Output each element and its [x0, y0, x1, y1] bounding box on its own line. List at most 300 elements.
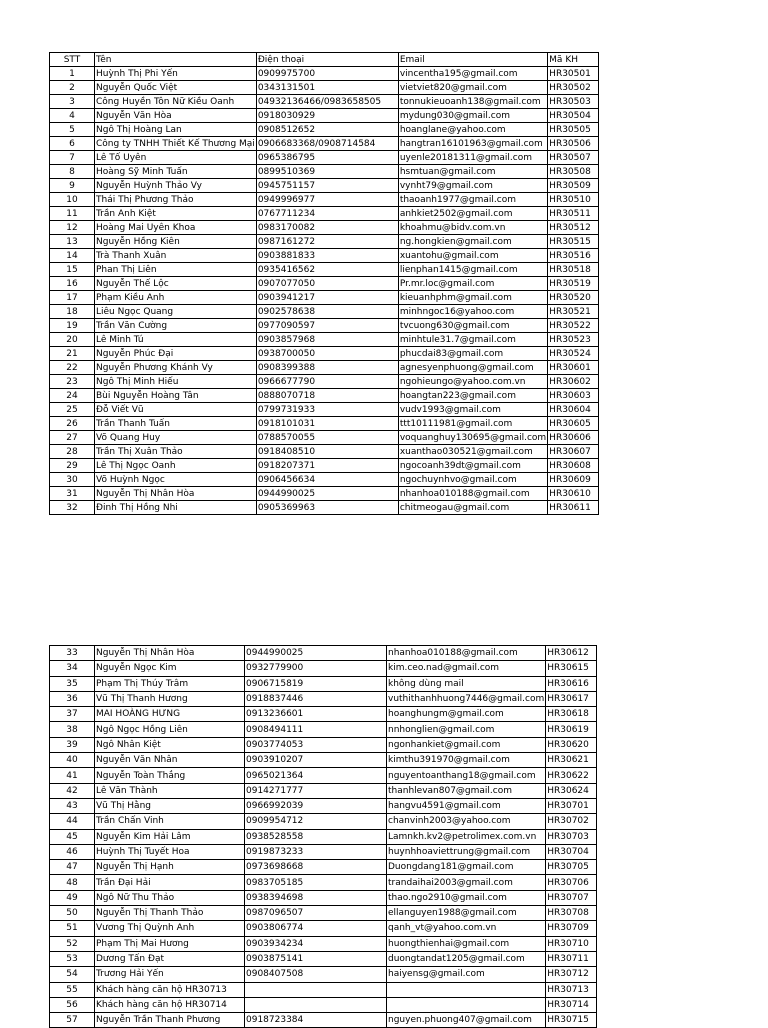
cell-stt: 48: [50, 875, 95, 890]
cell-email: minhngoc16@yahoo.com: [398, 305, 547, 319]
header-stt: STT: [50, 53, 95, 67]
cell-email: hsmtuan@gmail.com: [398, 165, 547, 179]
cell-name: Trần Văn Cường: [95, 319, 257, 333]
table-row: [50, 445, 599, 459]
cell-phone: 0987096507: [245, 906, 387, 921]
cell-name: Hoàng Sỹ Minh Tuấn: [95, 165, 257, 179]
cell-phone: 0918030929: [256, 109, 398, 123]
cell-code: HR30511: [548, 207, 599, 221]
cell-name: Huỳnh Thị Tuyết Hoa: [95, 844, 245, 859]
cell-phone: 0906456634: [256, 473, 398, 487]
cell-stt: 43: [50, 798, 95, 813]
cell-code: HR30604: [548, 403, 599, 417]
cell-email: hoangtan223@gmail.com: [398, 389, 547, 403]
cell-email: ngocoanh39dt@gmail.com: [398, 459, 547, 473]
cell-code: HR30504: [548, 109, 599, 123]
cell-email: hangtran16101963@gmail.com: [398, 137, 547, 151]
cell-code: HR30620: [546, 737, 597, 752]
cell-code: HR30616: [546, 676, 597, 691]
table-row: [50, 473, 599, 487]
cell-name: Ngô Thị Minh Hiếu: [95, 375, 257, 389]
table-row: [50, 1013, 597, 1028]
cell-stt: 22: [50, 361, 95, 375]
cell-code: HR30705: [546, 860, 597, 875]
table-row: [50, 95, 599, 109]
cell-name: Khách hàng căn hộ HR30713: [95, 982, 245, 997]
cell-email: qanh_vt@yahoo.com.vn: [387, 921, 546, 936]
cell-email: xuanthao030521@gmail.com: [398, 445, 547, 459]
cell-phone: 0914271777: [245, 783, 387, 798]
table-row: [50, 768, 597, 783]
cell-phone: 0938700050: [256, 347, 398, 361]
table-row: [50, 151, 599, 165]
cell-email: ellanguyen1988@gmail.com: [387, 906, 546, 921]
table-row: [50, 361, 599, 375]
cell-stt: 13: [50, 235, 95, 249]
cell-code: HR30509: [548, 179, 599, 193]
cell-email: tonnukieuoanh138@gmail.com: [398, 95, 547, 109]
cell-name: Nguyễn Toàn Thắng: [95, 768, 245, 783]
table-row: [50, 417, 599, 431]
cell-phone: 0908399388: [256, 361, 398, 375]
cell-phone: 0903910207: [245, 753, 387, 768]
cell-phone: 0938394698: [245, 890, 387, 905]
cell-email: trandaihai2003@gmail.com: [387, 875, 546, 890]
cell-name: Ngô Ngọc Hồng Liên: [95, 722, 245, 737]
cell-email: mydung030@gmail.com: [398, 109, 547, 123]
table-row: [50, 798, 597, 813]
cell-email: khoahmu@bidv.com.vn: [398, 221, 547, 235]
cell-email: chitmeogau@gmail.com: [398, 501, 547, 515]
table-row: [50, 291, 599, 305]
cell-code: HR30624: [546, 783, 597, 798]
cell-name: Ngô Nhân Kiệt: [95, 737, 245, 752]
cell-code: HR30608: [548, 459, 599, 473]
cell-stt: 47: [50, 860, 95, 875]
cell-phone: [245, 997, 387, 1012]
table-row: [50, 263, 599, 277]
table-row: [50, 403, 599, 417]
cell-stt: 53: [50, 951, 95, 966]
cell-email: huynhhoaviettrung@gmail.com: [387, 844, 546, 859]
cell-stt: 2: [50, 81, 95, 95]
cell-code: HR30610: [548, 487, 599, 501]
table-row: [50, 221, 599, 235]
cell-email: thanhlevan807@gmail.com: [387, 783, 546, 798]
cell-name: Thái Thị Phương Thảo: [95, 193, 257, 207]
cell-email: huongthienhai@gmail.com: [387, 936, 546, 951]
cell-phone: 0902578638: [256, 305, 398, 319]
cell-code: HR30523: [548, 333, 599, 347]
cell-code: HR30611: [548, 501, 599, 515]
table-row: [50, 179, 599, 193]
cell-stt: 11: [50, 207, 95, 221]
cell-code: HR30708: [546, 906, 597, 921]
cell-code: HR30607: [548, 445, 599, 459]
cell-email: vuthithanhhuong7446@gmail.com: [387, 691, 546, 706]
cell-stt: 12: [50, 221, 95, 235]
cell-email: ngochuynhvo@gmail.com: [398, 473, 547, 487]
cell-code: HR30516: [548, 249, 599, 263]
cell-email: kim.ceo.nad@gmail.com: [387, 661, 546, 676]
cell-email: ng.hongkien@gmail.com: [398, 235, 547, 249]
customer-table-2-body: [50, 646, 597, 1028]
cell-email: kimthu391970@gmail.com: [387, 753, 546, 768]
cell-stt: 9: [50, 179, 95, 193]
cell-phone: 0918723384: [245, 1013, 387, 1028]
table-row: [50, 375, 599, 389]
cell-name: Nguyễn Thị Thanh Thảo: [95, 906, 245, 921]
cell-email: vudv1993@gmail.com: [398, 403, 547, 417]
cell-name: Nguyễn Thị Nhân Hòa: [95, 646, 245, 661]
cell-name: Lê Tố Uyên: [95, 151, 257, 165]
cell-email: xuantohu@gmail.com: [398, 249, 547, 263]
cell-stt: 28: [50, 445, 95, 459]
cell-email: agnesyenphuong@gmail.com: [398, 361, 547, 375]
cell-email: nguyentoanthang18@gmail.com: [387, 768, 546, 783]
cell-code: HR30605: [548, 417, 599, 431]
cell-phone: 0919873233: [245, 844, 387, 859]
table-row: [50, 997, 597, 1012]
table-row: [50, 906, 597, 921]
table-row: [50, 235, 599, 249]
cell-email: kieuanhphm@gmail.com: [398, 291, 547, 305]
cell-name: Phạm Kiều Anh: [95, 291, 257, 305]
cell-name: Trần Thị Xuân Thảo: [95, 445, 257, 459]
cell-phone: 0767711234: [256, 207, 398, 221]
cell-code: HR30701: [546, 798, 597, 813]
cell-email: duongtandat1205@gmail.com: [387, 951, 546, 966]
cell-code: HR30619: [546, 722, 597, 737]
cell-email: Lamnkh.kv2@petrolimex.com.vn: [387, 829, 546, 844]
cell-name: Phan Thị Liên: [95, 263, 257, 277]
cell-phone: 0983705185: [245, 875, 387, 890]
cell-name: Hoàng Mai Uyên Khoa: [95, 221, 257, 235]
cell-phone: 0965386795: [256, 151, 398, 165]
cell-code: HR30601: [548, 361, 599, 375]
cell-stt: 29: [50, 459, 95, 473]
cell-name: Nguyễn Quốc Việt: [95, 81, 257, 95]
table-row: [50, 936, 597, 951]
cell-stt: 1: [50, 67, 95, 81]
cell-name: Bùi Nguyễn Hoàng Tân: [95, 389, 257, 403]
cell-email: hangvu4591@gmail.com: [387, 798, 546, 813]
table-row: [50, 249, 599, 263]
cell-code: HR30714: [546, 997, 597, 1012]
cell-name: Nguyễn Ngọc Kim: [95, 661, 245, 676]
cell-code: HR30712: [546, 967, 597, 982]
customer-table-1: [49, 52, 599, 515]
cell-stt: 57: [50, 1013, 95, 1028]
cell-name: Nguyễn Huỳnh Thảo Vy: [95, 179, 257, 193]
cell-email: hoanglane@yahoo.com: [398, 123, 547, 137]
cell-stt: 46: [50, 844, 95, 859]
cell-code: HR30711: [546, 951, 597, 966]
cell-name: Nguyễn Thị Nhân Hòa: [95, 487, 257, 501]
table-row: [50, 661, 597, 676]
cell-phone: 0965021364: [245, 768, 387, 783]
cell-stt: 35: [50, 676, 95, 691]
cell-stt: 14: [50, 249, 95, 263]
cell-code: HR30503: [548, 95, 599, 109]
cell-phone: 0903941217: [256, 291, 398, 305]
cell-phone: 0938528558: [245, 829, 387, 844]
cell-stt: 4: [50, 109, 95, 123]
cell-phone: 0888070718: [256, 389, 398, 403]
cell-name: Ngô Thị Hoàng Lan: [95, 123, 257, 137]
cell-email: hoanghungm@gmail.com: [387, 707, 546, 722]
cell-stt: 6: [50, 137, 95, 151]
table-row: [50, 431, 599, 445]
table-row: [50, 875, 597, 890]
cell-stt: 17: [50, 291, 95, 305]
cell-stt: 54: [50, 967, 95, 982]
cell-code: HR30502: [548, 81, 599, 95]
cell-phone: 0918408510: [256, 445, 398, 459]
table-row: [50, 860, 597, 875]
cell-phone: 0908494111: [245, 722, 387, 737]
cell-name: Nguyễn Phương Khánh Vy: [95, 361, 257, 375]
cell-stt: 49: [50, 890, 95, 905]
cell-name: Nguyễn Kim Hải Lâm: [95, 829, 245, 844]
cell-code: HR30713: [546, 982, 597, 997]
cell-stt: 32: [50, 501, 95, 515]
cell-phone: 0918101031: [256, 417, 398, 431]
cell-name: Phạm Thị Mai Hương: [95, 936, 245, 951]
table-row: [50, 707, 597, 722]
header-code: Mã KH: [548, 53, 599, 67]
cell-phone: 0932779900: [245, 661, 387, 676]
cell-email: [387, 997, 546, 1012]
cell-stt: 41: [50, 768, 95, 783]
cell-phone: 0905369963: [256, 501, 398, 515]
cell-email: không dùng mail: [387, 676, 546, 691]
cell-phone: 0899510369: [256, 165, 398, 179]
header-phone: Điện thoại: [256, 53, 398, 67]
cell-email: thaoanh1977@gmail.com: [398, 193, 547, 207]
cell-phone: 0903857968: [256, 333, 398, 347]
cell-phone: 0973698668: [245, 860, 387, 875]
cell-name: Khách hàng căn hộ HR30714: [95, 997, 245, 1012]
cell-name: Trần Đại Hải: [95, 875, 245, 890]
table-row: [50, 123, 599, 137]
table-row: [50, 967, 597, 982]
cell-stt: 18: [50, 305, 95, 319]
table-row: [50, 783, 597, 798]
cell-code: HR30622: [546, 768, 597, 783]
cell-stt: 52: [50, 936, 95, 951]
cell-email: nhanhoa010188@gmail.com: [398, 487, 547, 501]
cell-name: Nguyễn Văn Hòa: [95, 109, 257, 123]
cell-code: HR30703: [546, 829, 597, 844]
cell-code: HR30602: [548, 375, 599, 389]
cell-code: HR30515: [548, 235, 599, 249]
cell-stt: 34: [50, 661, 95, 676]
cell-phone: 0987161272: [256, 235, 398, 249]
cell-name: Công ty TNHH Thiết Kế Thương Mại: [96, 138, 255, 149]
cell-email: Duongdang181@gmail.com: [387, 860, 546, 875]
cell-phone: 0799731933: [256, 403, 398, 417]
cell-phone: 0935416562: [256, 263, 398, 277]
cell-phone: 0788570055: [256, 431, 398, 445]
cell-name: Dương Tấn Đạt: [95, 951, 245, 966]
cell-code: HR30518: [548, 263, 599, 277]
cell-phone: 0977090597: [256, 319, 398, 333]
table-row: [50, 207, 599, 221]
cell-stt: 36: [50, 691, 95, 706]
header-email: Email: [398, 53, 547, 67]
cell-stt: 21: [50, 347, 95, 361]
cell-phone: 0913236601: [245, 707, 387, 722]
cell-email: voquanghuy130695@gmail.com: [399, 432, 547, 443]
cell-phone: 0908407508: [245, 967, 387, 982]
table-row: [50, 109, 599, 123]
cell-email: ngohieungo@yahoo.com.vn: [398, 375, 547, 389]
customer-table-2: [49, 645, 597, 1028]
table-row: [50, 67, 599, 81]
cell-code: HR30715: [546, 1013, 597, 1028]
cell-email: thao.ngo2910@gmail.com: [387, 890, 546, 905]
cell-name: Phạm Thị Thúy Trâm: [95, 676, 245, 691]
cell-name: Huỳnh Thị Phi Yến: [95, 67, 257, 81]
cell-name: Đỗ Viết Vũ: [95, 403, 257, 417]
cell-name: Lê Văn Thành: [95, 783, 245, 798]
cell-name: Ngô Nữ Thu Thảo: [95, 890, 245, 905]
cell-stt: 30: [50, 473, 95, 487]
cell-email: nnhonglien@gmail.com: [387, 722, 546, 737]
cell-phone: 0944990025: [245, 646, 387, 661]
cell-name: Liêu Ngọc Quang: [95, 305, 257, 319]
cell-phone: 0343131501: [256, 81, 398, 95]
table-row: [50, 389, 599, 403]
cell-stt: 40: [50, 753, 95, 768]
table-row: [50, 193, 599, 207]
table-row: [50, 814, 597, 829]
cell-name: Trần Chấn Vinh: [95, 814, 245, 829]
cell-name: Lê Minh Tú: [95, 333, 257, 347]
cell-code: HR30505: [548, 123, 599, 137]
cell-name: Trần Thanh Tuấn: [95, 417, 257, 431]
table-row: [50, 347, 599, 361]
cell-email: vietviet820@gmail.com: [398, 81, 547, 95]
cell-email: haiyensg@gmail.com: [387, 967, 546, 982]
cell-phone: [245, 982, 387, 997]
cell-email: lienphan1415@gmail.com: [398, 263, 547, 277]
cell-code: HR30519: [548, 277, 599, 291]
cell-email: chanvinh2003@yahoo.com: [387, 814, 546, 829]
cell-code: HR30707: [546, 890, 597, 905]
cell-email: nhanhoa010188@gmail.com: [387, 646, 546, 661]
table-row: [50, 921, 597, 936]
customer-table-1-body: [50, 53, 599, 515]
cell-name: Vũ Thị Hằng: [95, 798, 245, 813]
cell-stt: 24: [50, 389, 95, 403]
cell-phone: 0906683368/0908714584: [256, 137, 398, 151]
table-row: [50, 982, 597, 997]
cell-code: HR30609: [548, 473, 599, 487]
cell-stt: 26: [50, 417, 95, 431]
cell-name: MAI HOÀNG HƯNG: [95, 707, 245, 722]
cell-phone: 0909975700: [256, 67, 398, 81]
cell-phone: 0907077050: [256, 277, 398, 291]
cell-name: Vũ Thị Thanh Hương: [95, 691, 245, 706]
table-row: [50, 319, 599, 333]
cell-email: [387, 982, 546, 997]
cell-code: HR30512: [548, 221, 599, 235]
table-row: [50, 890, 597, 905]
cell-stt: 38: [50, 722, 95, 737]
cell-code: HR30507: [548, 151, 599, 165]
cell-code: HR30506: [548, 137, 599, 151]
cell-phone: 0983170082: [256, 221, 398, 235]
cell-stt: 19: [50, 319, 95, 333]
cell-code: HR30706: [546, 875, 597, 890]
table-row: [50, 676, 597, 691]
cell-email: nguyen.phuong407@gmail.com: [387, 1013, 546, 1028]
cell-name: Lê Thị Ngọc Oanh: [95, 459, 257, 473]
table-row: [50, 333, 599, 347]
cell-email: vynht79@gmail.com: [398, 179, 547, 193]
cell-phone: 0918837446: [245, 691, 387, 706]
cell-stt: 15: [50, 263, 95, 277]
cell-name: Võ Huỳnh Ngọc: [95, 473, 257, 487]
cell-name: Nguyễn Văn Nhân: [95, 753, 245, 768]
cell-name: Đinh Thị Hồng Nhi: [95, 501, 257, 515]
cell-phone: 04932136466/0983658505: [256, 95, 398, 109]
table-row: [50, 722, 597, 737]
cell-phone: 0944990025: [256, 487, 398, 501]
cell-code: HR30709: [546, 921, 597, 936]
table-row: [50, 691, 597, 706]
table-row: [50, 844, 597, 859]
table-row: [50, 305, 599, 319]
header-name: Tên: [95, 53, 257, 67]
cell-stt: 31: [50, 487, 95, 501]
cell-name: Nguyễn Phúc Đại: [95, 347, 257, 361]
table-row: [50, 737, 597, 752]
cell-phone: 0903806774: [245, 921, 387, 936]
cell-phone: 0949996977: [256, 193, 398, 207]
cell-code: HR30617: [546, 691, 597, 706]
cell-phone: 0903875141: [245, 951, 387, 966]
cell-stt: 45: [50, 829, 95, 844]
cell-code: HR30612: [546, 646, 597, 661]
cell-code: HR30710: [546, 936, 597, 951]
cell-code: HR30704: [546, 844, 597, 859]
cell-phone: 0909954712: [245, 814, 387, 829]
cell-code: HR30606: [548, 431, 599, 445]
cell-phone: 0903934234: [245, 936, 387, 951]
cell-stt: 16: [50, 277, 95, 291]
cell-stt: 55: [50, 982, 95, 997]
cell-name: Nguyễn Thị Hạnh: [95, 860, 245, 875]
cell-name: Vương Thị Quỳnh Anh: [95, 921, 245, 936]
table-row: [50, 277, 599, 291]
cell-name: Nguyễn Thế Lộc: [95, 277, 257, 291]
table-header-row: [50, 53, 599, 67]
cell-stt: 37: [50, 707, 95, 722]
cell-code: HR30508: [548, 165, 599, 179]
table-row: [50, 829, 597, 844]
table-row: [50, 137, 599, 151]
cell-code: HR30510: [548, 193, 599, 207]
cell-email: ttt10111981@gmail.com: [398, 417, 547, 431]
cell-code: HR30621: [546, 753, 597, 768]
cell-name: Trương Hải Yến: [95, 967, 245, 982]
cell-stt: 51: [50, 921, 95, 936]
cell-phone: 0906715819: [245, 676, 387, 691]
cell-stt: 27: [50, 431, 95, 445]
